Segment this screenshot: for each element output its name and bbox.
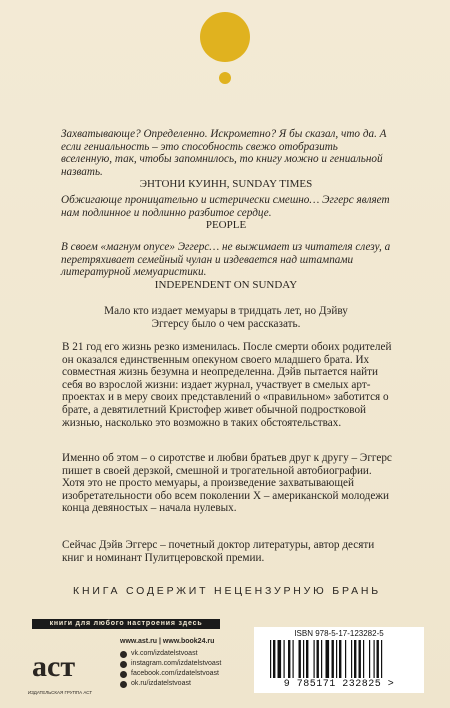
review-quote-3-text: В своем «магнум опусе» Эггерс… не выжимает из читателя слезу, а перетряхивает семейный чулан и издевается над штампами литературной мемуаристики. [61, 241, 391, 279]
decorative-circle-large [200, 12, 250, 62]
decorative-circle-small [219, 72, 231, 84]
ast-logo-text: аст [32, 650, 76, 683]
review-quote-2-attribution: PEOPLE [205, 219, 247, 232]
publisher-name: ИЗДАТЕЛЬСКАЯ ГРУППА АСТ [27, 690, 93, 695]
review-quote-1-attribution: ЭНТОНИ КУИНН, SUNDAY TIMES [139, 178, 313, 191]
review-quote-1-text: Захватывающе? Определенно. Искрометно? Я бы сказал, что да. А если гениальность – это способность свежо отобразить вселенную, так, чтобы запомнилось, то книгу можно и гениальной назвать. [61, 128, 387, 178]
odnoklassniki-icon [120, 681, 127, 688]
barcode-digits: 9 785171 232825 > [283, 679, 395, 690]
intro-paragraph: Мало кто издает мемуары в тридцать лет, но Дэйву Эггерсу было о чем рассказать. [104, 305, 348, 330]
review-quote-3-attribution: INDEPENDENT ON SUNDAY [154, 278, 298, 291]
isbn-barcode-box [254, 627, 424, 693]
description-paragraph-3: Сейчас Дэйв Эггерс – почетный доктор литературы, автор десяти книг и номинант Пулитцеровской премии. [62, 539, 375, 564]
review-quote-2 [61, 194, 391, 232]
social-link-vk[interactable]: vk.com/izdatelstvoast [120, 649, 221, 659]
social-link-facebook[interactable]: facebook.com/izdatelstvoast [120, 669, 221, 679]
barcode [268, 640, 418, 678]
social-link-instagram[interactable]: instagram.com/izdatelstvoast [120, 659, 221, 669]
ast-logo [28, 636, 86, 690]
review-quote-3 [61, 241, 391, 291]
profanity-warning: КНИГА СОДЕРЖИТ НЕЦЕНЗУРНУЮ БРАНЬ [73, 585, 381, 597]
instagram-icon [120, 661, 127, 668]
footer [0, 616, 450, 708]
facebook-icon [120, 671, 127, 678]
publisher-tagline: книги для любого настроения здесь [32, 619, 220, 629]
isbn-number: ISBN 978-5-17-123282-5 [294, 629, 384, 638]
description-paragraph-2: Именно об этом – о сиротстве и любви братьев друг к другу – Эггерс пишет в своей дерзкой, смешной и трогательной автобиографии. Хотя это не просто мемуары, а произведение захватывающей изобретательности обо всем поколении X – американской молодежи конца девяностых – начала нулевых. [62, 452, 392, 515]
publisher-websites[interactable]: www.ast.ru | www.book24.ru [120, 638, 215, 645]
vk-icon [120, 651, 127, 658]
review-quote-2-text: Обжигающе проницательно и истерически смешно… Эггерс являет нам подлинное и подлинно разбитое сердце. [61, 194, 390, 219]
social-link-ok[interactable]: ok.ru/izdatelstvoast [120, 679, 221, 689]
social-links [120, 649, 221, 689]
review-quote-1 [61, 128, 391, 191]
description-paragraph-1: В 21 год его жизнь резко изменилась. После смерти обоих родителей он оказался единственным опекуном своего младшего брата. Их совместная жизнь безумна и неопределенна. Дэйв пытается найти себя во взрослой жизни: издает журнал, участвует в смелых арт-проектах и в меру своих представлений о «правильном» заботится о брате, а девятилетний Кристофер живет обычной подростковой жизнью, насколько это возможно в таких обстоятельствах. [62, 341, 392, 429]
